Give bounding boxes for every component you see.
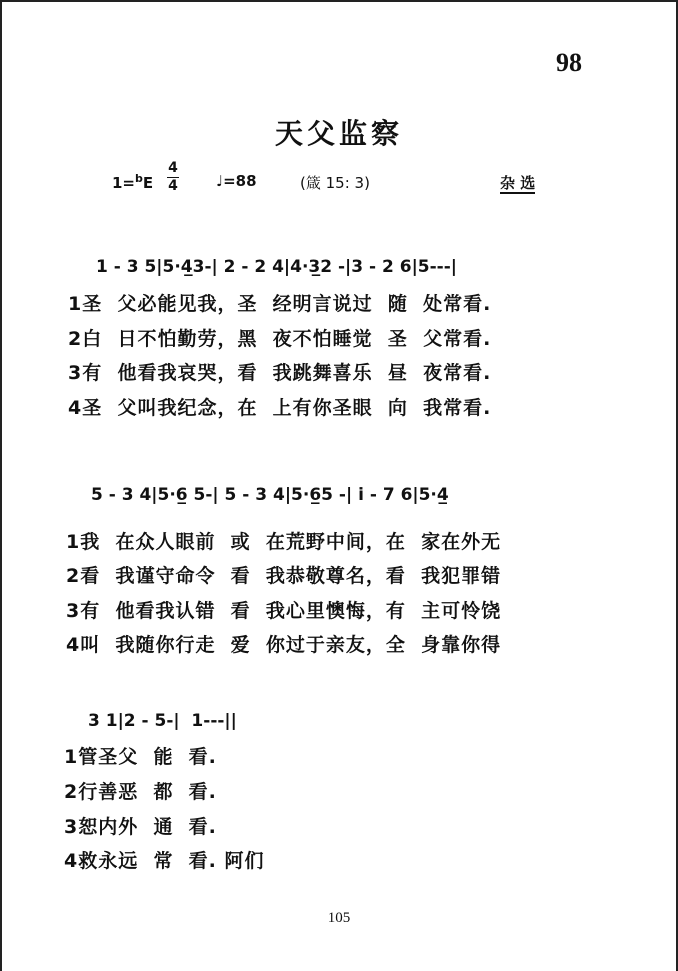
hymn-title: 天父监察 <box>274 117 403 150</box>
lyric-line: 1圣 父必能见我，圣 经明言说过 随 处常看. <box>68 293 492 315</box>
lyric-line: 2看 我谨守命令 看 我恭敬尊名，看 我犯罪错 <box>66 565 502 587</box>
notation-line-2: 5 - 3 4|5·6̲ 5-| 5 - 3 4|5·6̲5 -| i̇ - 7 6|5·4̲ <box>91 485 449 505</box>
notation-line-1: 1 - 3 5|5·4̲3-| 2 - 2 4|4·3̲2 -|3 - 2 6|5---| <box>96 257 457 277</box>
lyric-line: 4救永远 常 看. 阿们 <box>64 850 265 872</box>
scripture-reference: (箴 15: 3) <box>300 174 370 192</box>
time-signature <box>166 160 180 195</box>
hymn-source <box>500 172 535 193</box>
key-prefix: 1= <box>112 174 136 192</box>
hymn-source-text: 杂 选 <box>500 174 536 192</box>
lyric-line: 2白 日不怕勤劳，黑 夜不怕睡觉 圣 父常看. <box>68 328 492 350</box>
lyric-line: 1管圣父 能 看. <box>64 746 217 768</box>
key-flat: b <box>135 172 143 185</box>
hymn-number: 98 <box>556 48 582 77</box>
time-signature-bottom: 4 <box>168 178 178 194</box>
lyric-line: 3有 他看我认错 看 我心里懊悔，有 主可怜饶 <box>66 600 502 622</box>
lyric-line: 2行善恶 都 看. <box>64 781 217 803</box>
lyric-line: 3有 他看我哀哭，看 我跳舞喜乐 昼 夜常看. <box>68 362 492 384</box>
page-top-border <box>0 0 678 2</box>
page-number: 105 <box>327 910 351 926</box>
lyric-line: 1我 在众人眼前 或 在荒野中间，在 家在外无 <box>66 531 502 553</box>
time-signature-top: 4 <box>168 160 178 176</box>
notation-line-3: 3 1|2 - 5-| 1---|| <box>88 711 237 731</box>
lyric-line: 4叫 我随你行走 爱 你过于亲友，全 身靠你得 <box>66 634 502 656</box>
tempo-marking: ♩=88 <box>216 172 257 190</box>
key-signature <box>112 172 153 192</box>
lyric-line: 3恕内外 通 看. <box>64 816 217 838</box>
lyric-line: 4圣 父叫我纪念，在 上有你圣眼 向 我常看. <box>68 397 492 419</box>
key-note: E <box>142 174 154 192</box>
